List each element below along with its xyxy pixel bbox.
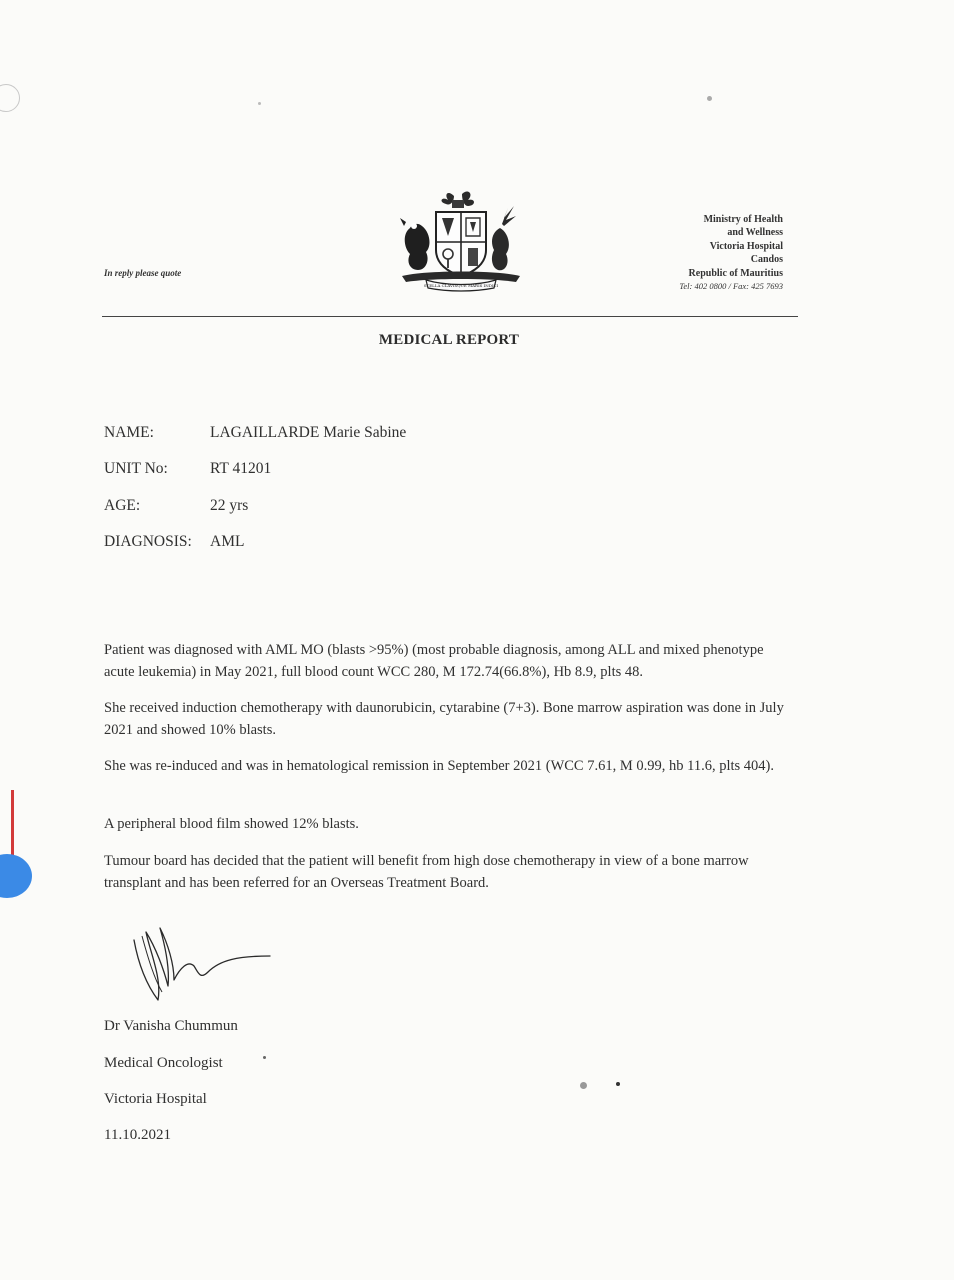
reply-quote-note: In reply please quote [104,268,182,278]
report-title: MEDICAL REPORT [378,332,520,348]
field-value: AML [210,533,245,550]
field-value: 22 yrs [210,497,249,514]
ministry-line: Republic of Mauritius [688,267,783,279]
ministry-line: Ministry of Health [703,214,783,225]
ministry-address-block [679,213,783,293]
margin-marker-dot [0,854,32,898]
field-label: AGE: [104,497,141,514]
ministry-line: Candos [750,254,783,266]
field-label: NAME: [104,424,154,441]
margin-marker-line [11,790,14,856]
field-value: RT 41201 [210,460,272,477]
scan-speck [258,102,261,105]
field-value: LAGAILLARDE Marie Sabine [210,424,407,441]
report-paragraph: She was re-induced and was in hematological remission in September 2021 (WCC 7.61, M 0.99, hb 11.6, plts 404). [104,758,774,774]
header-divider [102,316,798,317]
scan-corner-mark [0,84,20,112]
field-age [104,497,248,515]
ministry-line: and Wellness [727,227,783,239]
svg-text:STELLA CLAVISQUE MARIS INDICI: STELLA CLAVISQUE MARIS INDICI [423,283,499,288]
field-unit-no [104,460,271,478]
report-date: 11.10.2021 [104,1127,171,1143]
report-paragraph: Tumour board has decided that the patient will benefit from high dose chemotherapy in view of a bone marrow transplant and has been referred for an Overseas Treatment Board. [104,853,749,891]
report-paragraph: A peripheral blood film showed 12% blasts. [104,816,359,832]
scan-speck [580,1082,587,1089]
tel-fax-line: Tel: 402 0800 / Fax: 425 7693 [679,281,783,292]
scan-speck [707,96,712,101]
field-label: UNIT No: [104,460,168,477]
coat-of-arms-icon [396,188,526,292]
signatory-institution: Victoria Hospital [104,1091,207,1107]
report-paragraph: Patient was diagnosed with AML MO (blasts >95%) (most probable diagnosis, among ALL and mixed phenotype acute leukemia) in May 2021, full blood count WCC 280, M 172.74(66.8%), Hb 8.9, plts 48. [104,642,764,680]
signatory-name: Dr Vanisha Chummun [104,1018,238,1034]
field-name [104,424,406,442]
signatory-role: Medical Oncologist [104,1055,223,1071]
field-diagnosis [104,533,244,551]
field-label: DIAGNOSIS: [104,533,192,550]
report-paragraph: She received induction chemotherapy with daunorubicin, cytarabine (7+3). Bone marrow aspiration was done in July 2021 and showed 10% blasts. [104,700,784,738]
signature-mark [128,922,278,1014]
ministry-line: Victoria Hospital [709,240,783,252]
scan-speck [616,1082,620,1086]
scan-speck [263,1056,266,1059]
